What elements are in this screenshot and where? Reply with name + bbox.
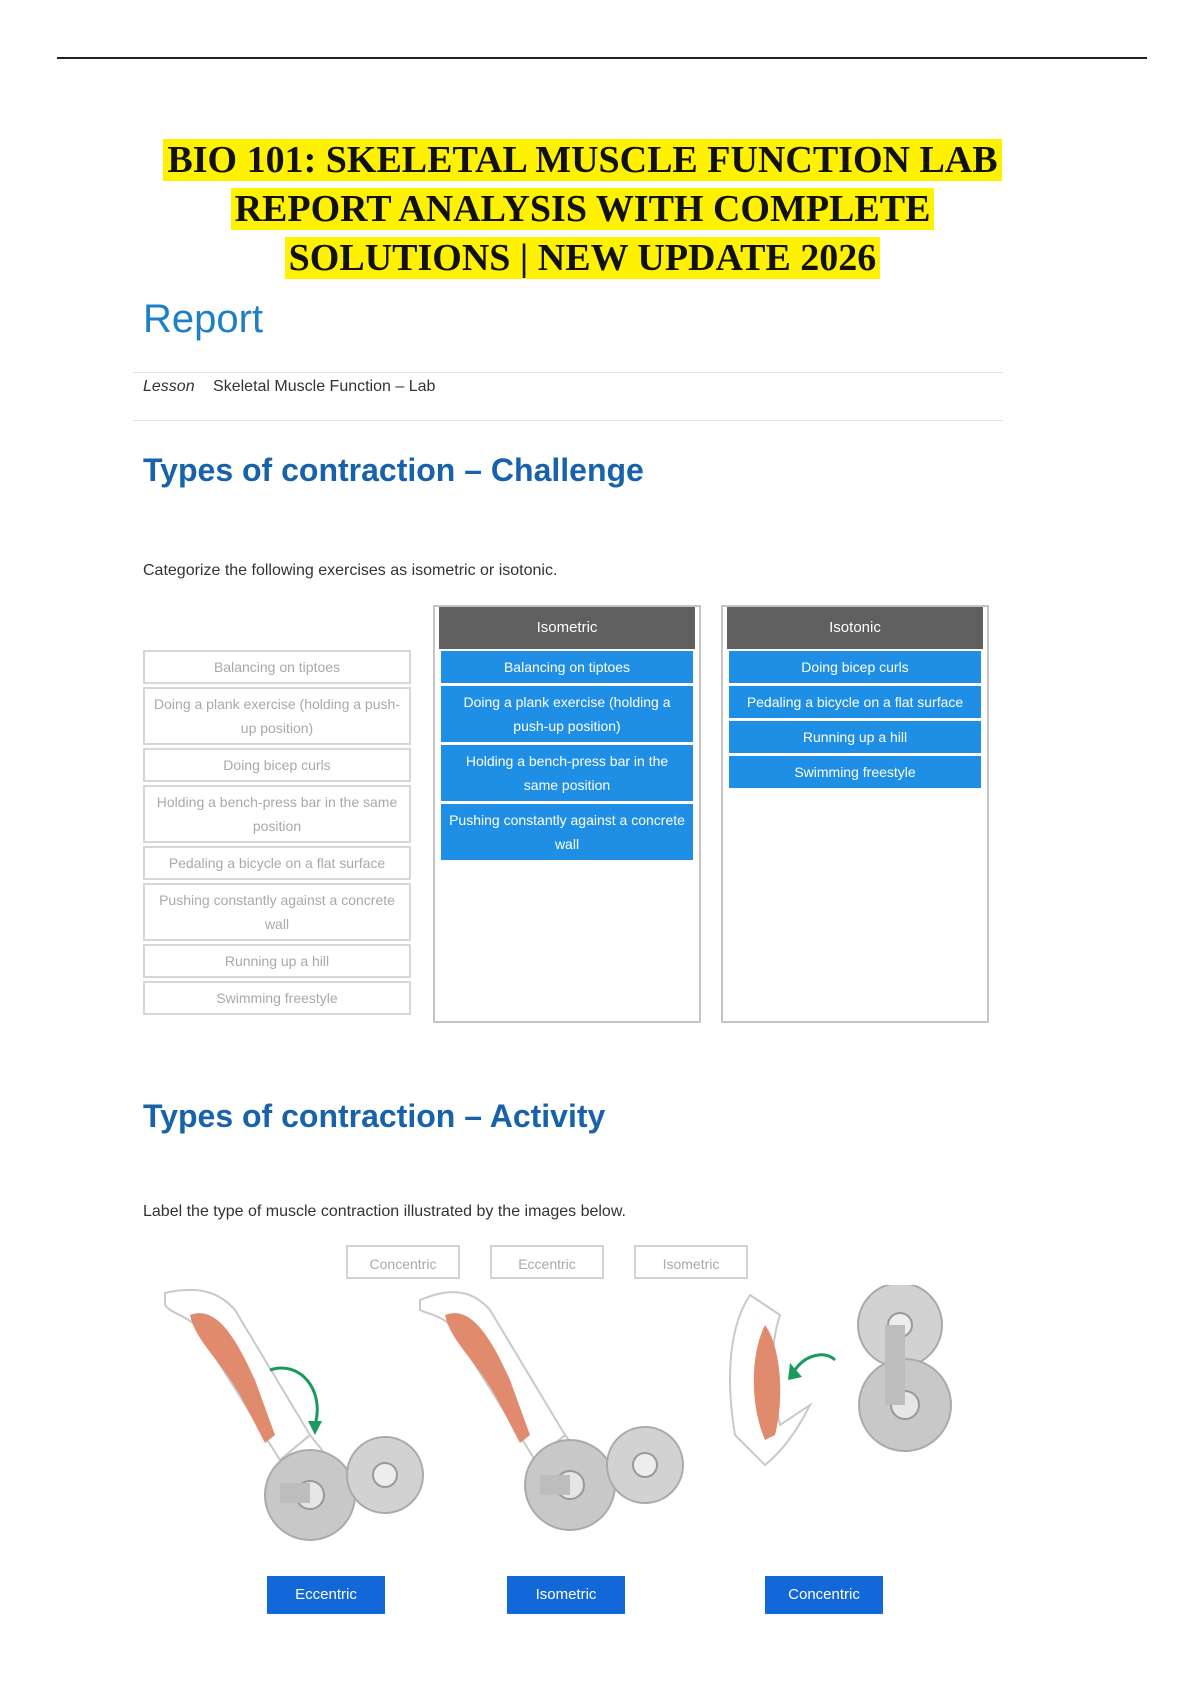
muscle-shape xyxy=(754,1325,780,1440)
source-item[interactable]: Balancing on tiptoes xyxy=(143,650,411,684)
answer-drop-zone-1[interactable]: Eccentric xyxy=(267,1576,385,1614)
movement-arrow xyxy=(795,1355,835,1370)
activity-heading: Types of contraction – Activity xyxy=(143,1098,606,1134)
report-heading: Report xyxy=(143,297,264,341)
bucket-item[interactable]: Balancing on tiptoes xyxy=(441,651,693,683)
source-item[interactable]: Running up a hill xyxy=(143,944,411,978)
bucket-list xyxy=(729,651,981,788)
bucket-item[interactable]: Doing bicep curls xyxy=(729,651,981,683)
activity-instruction: Label the type of muscle contraction illustrated by the images below. xyxy=(143,1203,626,1220)
exercise-source-list xyxy=(143,650,411,1018)
source-item[interactable]: Pedaling a bicycle on a flat surface xyxy=(143,846,411,880)
source-item[interactable]: Swimming freestyle xyxy=(143,981,411,1015)
eccentric-arm-illustration xyxy=(160,1285,430,1550)
bucket-item[interactable]: Swimming freestyle xyxy=(729,756,981,788)
muscle-shape xyxy=(190,1313,275,1443)
source-item[interactable]: Doing a plank exercise (holding a push-up position) xyxy=(143,687,411,745)
isometric-bucket[interactable] xyxy=(433,605,701,1023)
bucket-item[interactable]: Doing a plank exercise (holding a push-up position) xyxy=(441,686,693,742)
top-rule xyxy=(57,57,1147,59)
lesson-label: Lesson xyxy=(143,378,195,395)
bucket-item[interactable]: Holding a bench-press bar in the same position xyxy=(441,745,693,801)
label-bank xyxy=(346,1245,778,1279)
bucket-header: Isotonic xyxy=(727,607,983,649)
answer-drop-zone-3[interactable]: Concentric xyxy=(765,1576,883,1614)
lesson-name: Skeletal Muscle Function – Lab xyxy=(213,378,436,395)
movement-arrow xyxy=(270,1368,317,1425)
isotonic-bucket[interactable] xyxy=(721,605,989,1023)
bucket-item[interactable]: Pedaling a bicycle on a flat surface xyxy=(729,686,981,718)
title-line-3: SOLUTIONS | NEW UPDATE 2026 xyxy=(285,237,881,279)
label-option-concentric[interactable]: Concentric xyxy=(346,1245,460,1279)
challenge-instruction: Categorize the following exercises as isometric or isotonic. xyxy=(143,562,558,579)
bucket-item[interactable]: Running up a hill xyxy=(729,721,981,753)
challenge-heading: Types of contraction – Challenge xyxy=(143,452,644,488)
source-item[interactable]: Doing bicep curls xyxy=(143,748,411,782)
lesson-row xyxy=(143,378,435,396)
source-item[interactable]: Pushing constantly against a concrete wall xyxy=(143,883,411,941)
bucket-header: Isometric xyxy=(439,607,695,649)
bucket-item[interactable]: Pushing constantly against a concrete wall xyxy=(441,804,693,860)
divider xyxy=(133,372,1003,373)
bucket-list xyxy=(441,651,693,860)
document-title xyxy=(60,136,1105,283)
title-line-1: BIO 101: SKELETAL MUSCLE FUNCTION LAB xyxy=(163,139,1001,181)
label-option-eccentric[interactable]: Eccentric xyxy=(490,1245,604,1279)
title-line-2: REPORT ANALYSIS WITH COMPLETE xyxy=(231,188,935,230)
concentric-arm-illustration xyxy=(710,1285,980,1550)
muscle-shape xyxy=(445,1313,530,1443)
divider xyxy=(133,420,1003,421)
isometric-arm-illustration xyxy=(415,1285,685,1550)
label-option-isometric[interactable]: Isometric xyxy=(634,1245,748,1279)
answer-drop-zone-2[interactable]: Isometric xyxy=(507,1576,625,1614)
source-item[interactable]: Holding a bench-press bar in the same position xyxy=(143,785,411,843)
